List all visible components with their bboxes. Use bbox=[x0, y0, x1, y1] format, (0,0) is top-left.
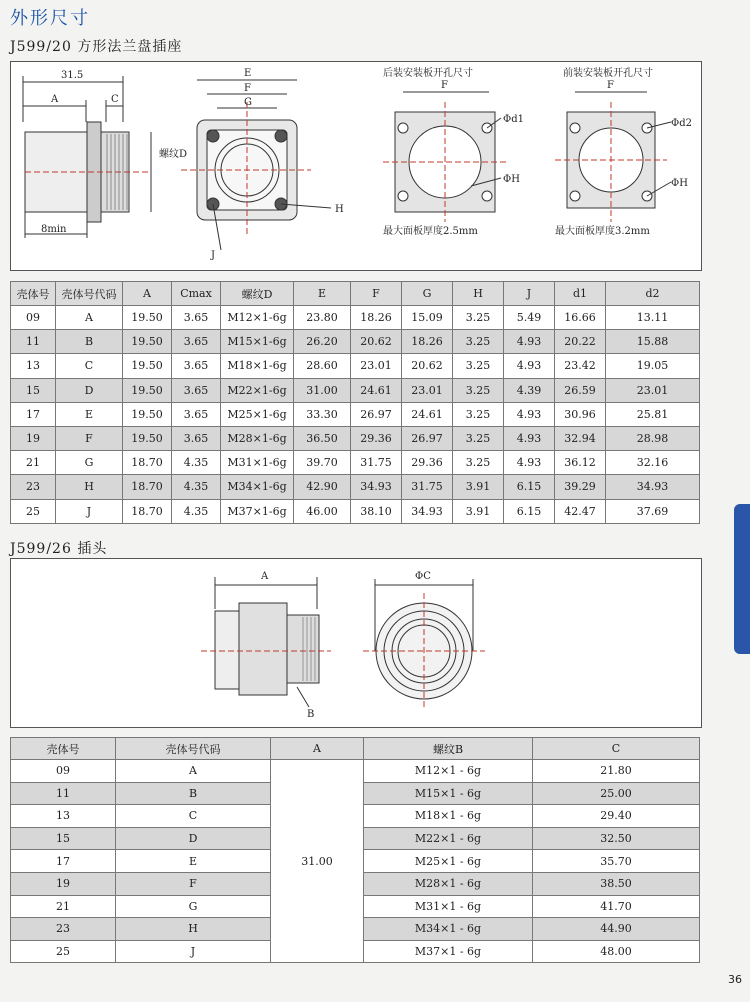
plug-col-header-shell-size: 壳体号 bbox=[11, 738, 116, 760]
table-row bbox=[11, 451, 700, 475]
table-cell: 38.10 bbox=[351, 499, 402, 523]
table-cell: 18.26 bbox=[351, 306, 402, 330]
table-row bbox=[11, 426, 700, 450]
table-cell: 19.05 bbox=[606, 354, 700, 378]
table-cell: 3.25 bbox=[453, 330, 504, 354]
col-header-thread-d: 螺纹D bbox=[221, 282, 294, 306]
table-cell: H bbox=[116, 918, 271, 941]
table-cell: 5.49 bbox=[504, 306, 555, 330]
table-cell: 4.93 bbox=[504, 330, 555, 354]
plug-drawing-panel bbox=[10, 558, 702, 728]
table-cell: 29.36 bbox=[351, 426, 402, 450]
table-cell: 3.25 bbox=[453, 451, 504, 475]
table-cell: 13.11 bbox=[606, 306, 700, 330]
table-cell: 26.20 bbox=[294, 330, 351, 354]
table-cell: 19.50 bbox=[123, 330, 172, 354]
plug-drawing bbox=[11, 559, 701, 727]
table-cell: M34×1 - 6g bbox=[364, 918, 533, 941]
dim-a-label: A bbox=[51, 94, 59, 105]
table-cell: 23 bbox=[11, 918, 116, 941]
table-cell: 23.01 bbox=[351, 354, 402, 378]
table-cell: 32.16 bbox=[606, 451, 700, 475]
table-cell: 3.25 bbox=[453, 402, 504, 426]
min-label: 8min bbox=[41, 224, 67, 235]
table-cell: 16.66 bbox=[555, 306, 606, 330]
dim-31-5-label: 31.5 bbox=[61, 70, 84, 81]
table-cell: 21 bbox=[11, 895, 116, 918]
table-cell: 20.62 bbox=[351, 330, 402, 354]
table-cell: 18.70 bbox=[123, 475, 172, 499]
table-cell: E bbox=[116, 850, 271, 873]
table-cell: 31.75 bbox=[351, 451, 402, 475]
table-cell: J bbox=[56, 499, 123, 523]
plug-col-header-thread-b: 螺纹B bbox=[364, 738, 533, 760]
receptacle-drawing bbox=[11, 62, 701, 270]
table-cell: 33.30 bbox=[294, 402, 351, 426]
table-cell: M12×1 - 6g bbox=[364, 760, 533, 783]
table-cell: 19.50 bbox=[123, 306, 172, 330]
table-cell: 3.65 bbox=[172, 354, 221, 378]
table-cell: H bbox=[56, 475, 123, 499]
table-cell: 34.93 bbox=[606, 475, 700, 499]
table-cell: 38.50 bbox=[533, 872, 700, 895]
table-cell: 3.91 bbox=[453, 475, 504, 499]
dim-g-label: G bbox=[244, 97, 252, 108]
table-cell: 21 bbox=[11, 451, 56, 475]
table-cell: 29.36 bbox=[402, 451, 453, 475]
table-row bbox=[11, 475, 700, 499]
plug-dim-a-label: A bbox=[261, 571, 269, 582]
table-cell: 17 bbox=[11, 850, 116, 873]
dim-j-label: J bbox=[211, 250, 216, 261]
table-cell: M18×1-6g bbox=[221, 354, 294, 378]
table-cell: 19 bbox=[11, 426, 56, 450]
dim-c-label: C bbox=[111, 94, 119, 105]
table-cell: 48.00 bbox=[533, 940, 700, 963]
table-cell: 6.15 bbox=[504, 475, 555, 499]
table-cell: 3.25 bbox=[453, 354, 504, 378]
section-heading: 外形尺寸 bbox=[10, 8, 90, 29]
col-header-cmax: Cmax bbox=[172, 282, 221, 306]
plug-col-header-shell-code: 壳体号代码 bbox=[116, 738, 271, 760]
table-cell: E bbox=[56, 402, 123, 426]
table-cell: C bbox=[116, 805, 271, 828]
table-cell: 25 bbox=[11, 940, 116, 963]
table-cell: 34.93 bbox=[402, 499, 453, 523]
table-cell: F bbox=[56, 426, 123, 450]
receptacle-title: J599/20 方形法兰盘插座 bbox=[10, 39, 183, 55]
table-cell: 23 bbox=[11, 475, 56, 499]
table-cell: 35.70 bbox=[533, 850, 700, 873]
table-cell: 15 bbox=[11, 378, 56, 402]
plug-col-header-c: C bbox=[533, 738, 700, 760]
table-cell: M28×1 - 6g bbox=[364, 872, 533, 895]
table-cell: 6.15 bbox=[504, 499, 555, 523]
dim-h-label: H bbox=[335, 204, 344, 215]
col-header-g: G bbox=[402, 282, 453, 306]
rear-dim-f-label: F bbox=[441, 80, 448, 91]
rear-thickness-label: 最大面板厚度2.5mm bbox=[383, 226, 478, 237]
table-cell: 19.50 bbox=[123, 354, 172, 378]
table-cell: 26.97 bbox=[402, 426, 453, 450]
table-cell: 36.50 bbox=[294, 426, 351, 450]
thread-d-label: 螺纹D bbox=[159, 149, 188, 160]
table-cell: 28.60 bbox=[294, 354, 351, 378]
table-cell: M34×1-6g bbox=[221, 475, 294, 499]
table-cell: 19 bbox=[11, 872, 116, 895]
receptacle-dimension-table bbox=[10, 281, 700, 524]
table-cell: 18.26 bbox=[402, 330, 453, 354]
front-phi-h-label: ΦH bbox=[671, 178, 688, 189]
table-cell: 20.22 bbox=[555, 330, 606, 354]
table-cell: 23.42 bbox=[555, 354, 606, 378]
table-cell: 3.25 bbox=[453, 426, 504, 450]
table-cell: 42.90 bbox=[294, 475, 351, 499]
table-row bbox=[11, 499, 700, 523]
table-cell: M12×1-6g bbox=[221, 306, 294, 330]
table-cell: 3.65 bbox=[172, 426, 221, 450]
table-cell: 44.90 bbox=[533, 918, 700, 941]
table-cell: M25×1 - 6g bbox=[364, 850, 533, 873]
table-cell: 3.25 bbox=[453, 378, 504, 402]
table-cell: 31.75 bbox=[402, 475, 453, 499]
plug-col-header-a: A bbox=[271, 738, 364, 760]
table-cell: M25×1-6g bbox=[221, 402, 294, 426]
table-cell: 09 bbox=[11, 306, 56, 330]
table-cell: 23.80 bbox=[294, 306, 351, 330]
table-cell: 4.93 bbox=[504, 426, 555, 450]
table-cell: 17 bbox=[11, 402, 56, 426]
rear-cutout-title: 后装安装板开孔尺寸 bbox=[383, 68, 473, 79]
table-cell: 28.98 bbox=[606, 426, 700, 450]
plug-title: J599/26 插头 bbox=[10, 541, 108, 557]
table-cell: 13 bbox=[11, 354, 56, 378]
col-header-f: F bbox=[351, 282, 402, 306]
table-cell: 15.09 bbox=[402, 306, 453, 330]
table-cell: B bbox=[116, 782, 271, 805]
table-row bbox=[11, 330, 700, 354]
table-cell: M15×1-6g bbox=[221, 330, 294, 354]
table-cell: M37×1-6g bbox=[221, 499, 294, 523]
table-cell: 24.61 bbox=[402, 402, 453, 426]
col-header-a: A bbox=[123, 282, 172, 306]
front-dim-f-label: F bbox=[607, 80, 614, 91]
table-cell: 18.70 bbox=[123, 451, 172, 475]
plug-dimension-table bbox=[10, 737, 700, 963]
plug-dim-b-label: B bbox=[307, 709, 315, 720]
col-header-e: E bbox=[294, 282, 351, 306]
table-cell: 30.96 bbox=[555, 402, 606, 426]
table-cell: 11 bbox=[11, 782, 116, 805]
table-cell: 4.35 bbox=[172, 499, 221, 523]
table-cell: 13 bbox=[11, 805, 116, 828]
table-cell: G bbox=[116, 895, 271, 918]
table-cell: A bbox=[116, 760, 271, 783]
table-cell: 4.35 bbox=[172, 475, 221, 499]
table-cell: 3.25 bbox=[453, 306, 504, 330]
table-cell: 09 bbox=[11, 760, 116, 783]
dim-e-label: E bbox=[244, 68, 252, 79]
table-cell: 3.65 bbox=[172, 330, 221, 354]
plug-phi-c-label: ΦC bbox=[415, 571, 431, 582]
col-header-shell-code: 壳体号代码 bbox=[56, 282, 123, 306]
table-cell: 3.65 bbox=[172, 306, 221, 330]
table-cell: 25.81 bbox=[606, 402, 700, 426]
table-cell: 4.93 bbox=[504, 451, 555, 475]
table-cell: 20.62 bbox=[402, 354, 453, 378]
table-cell: 39.29 bbox=[555, 475, 606, 499]
table-cell: 23.01 bbox=[606, 378, 700, 402]
table-row bbox=[11, 306, 700, 330]
table-cell: 39.70 bbox=[294, 451, 351, 475]
table-cell: 23.01 bbox=[402, 378, 453, 402]
table-cell: 37.69 bbox=[606, 499, 700, 523]
table-cell: 18.70 bbox=[123, 499, 172, 523]
phi-d2-label: Φd2 bbox=[671, 118, 692, 129]
front-cutout-title: 前装安装板开孔尺寸 bbox=[563, 68, 653, 79]
table-cell: M28×1-6g bbox=[221, 426, 294, 450]
table-cell: 31.00 bbox=[294, 378, 351, 402]
table-row bbox=[11, 760, 700, 783]
table-cell: 11 bbox=[11, 330, 56, 354]
table-cell: D bbox=[56, 378, 123, 402]
table-cell: 42.47 bbox=[555, 499, 606, 523]
col-header-h: H bbox=[453, 282, 504, 306]
table-cell: 21.80 bbox=[533, 760, 700, 783]
table-cell: 25.00 bbox=[533, 782, 700, 805]
table-cell: M22×1-6g bbox=[221, 378, 294, 402]
table-cell: 15.88 bbox=[606, 330, 700, 354]
table-cell: M15×1 - 6g bbox=[364, 782, 533, 805]
table-cell: F bbox=[116, 872, 271, 895]
table-cell: M37×1 - 6g bbox=[364, 940, 533, 963]
table-cell: 26.97 bbox=[351, 402, 402, 426]
table-cell: 36.12 bbox=[555, 451, 606, 475]
table-cell: 46.00 bbox=[294, 499, 351, 523]
table-cell: C bbox=[56, 354, 123, 378]
table-cell: M18×1 - 6g bbox=[364, 805, 533, 828]
col-header-shell-size: 壳体号 bbox=[11, 282, 56, 306]
table-cell: 3.91 bbox=[453, 499, 504, 523]
plug-a-value-cell: 31.00 bbox=[271, 760, 364, 963]
table-cell: 41.70 bbox=[533, 895, 700, 918]
table-cell: 19.50 bbox=[123, 426, 172, 450]
page-number: 36 bbox=[728, 973, 742, 986]
table-cell: 32.50 bbox=[533, 827, 700, 850]
table-cell: 25 bbox=[11, 499, 56, 523]
receptacle-drawing-panel bbox=[10, 61, 702, 271]
table-row bbox=[11, 402, 700, 426]
table-cell: 3.65 bbox=[172, 402, 221, 426]
table-cell: 29.40 bbox=[533, 805, 700, 828]
table-cell: B bbox=[56, 330, 123, 354]
table-cell: 4.39 bbox=[504, 378, 555, 402]
table-cell: 24.61 bbox=[351, 378, 402, 402]
table-row bbox=[11, 378, 700, 402]
table-cell: M31×1 - 6g bbox=[364, 895, 533, 918]
rear-phi-h-label: ΦH bbox=[503, 174, 520, 185]
table-cell: 4.35 bbox=[172, 451, 221, 475]
table-cell: D bbox=[116, 827, 271, 850]
col-header-j: J bbox=[504, 282, 555, 306]
table-cell: 4.93 bbox=[504, 402, 555, 426]
table-cell: 19.50 bbox=[123, 378, 172, 402]
table-cell: 34.93 bbox=[351, 475, 402, 499]
dim-f-label: F bbox=[244, 83, 251, 94]
table-cell: 3.65 bbox=[172, 378, 221, 402]
col-header-d1: d1 bbox=[555, 282, 606, 306]
table-cell: 26.59 bbox=[555, 378, 606, 402]
table-cell: 15 bbox=[11, 827, 116, 850]
side-tab bbox=[734, 504, 750, 654]
table-cell: J bbox=[116, 940, 271, 963]
table-cell: A bbox=[56, 306, 123, 330]
front-thickness-label: 最大面板厚度3.2mm bbox=[555, 226, 650, 237]
col-header-d2: d2 bbox=[606, 282, 700, 306]
table-cell: 19.50 bbox=[123, 402, 172, 426]
table-row bbox=[11, 354, 700, 378]
phi-d1-label: Φd1 bbox=[503, 114, 524, 125]
table-cell: G bbox=[56, 451, 123, 475]
table-cell: 32.94 bbox=[555, 426, 606, 450]
table-cell: M31×1-6g bbox=[221, 451, 294, 475]
table-cell: 4.93 bbox=[504, 354, 555, 378]
table-cell: M22×1 - 6g bbox=[364, 827, 533, 850]
